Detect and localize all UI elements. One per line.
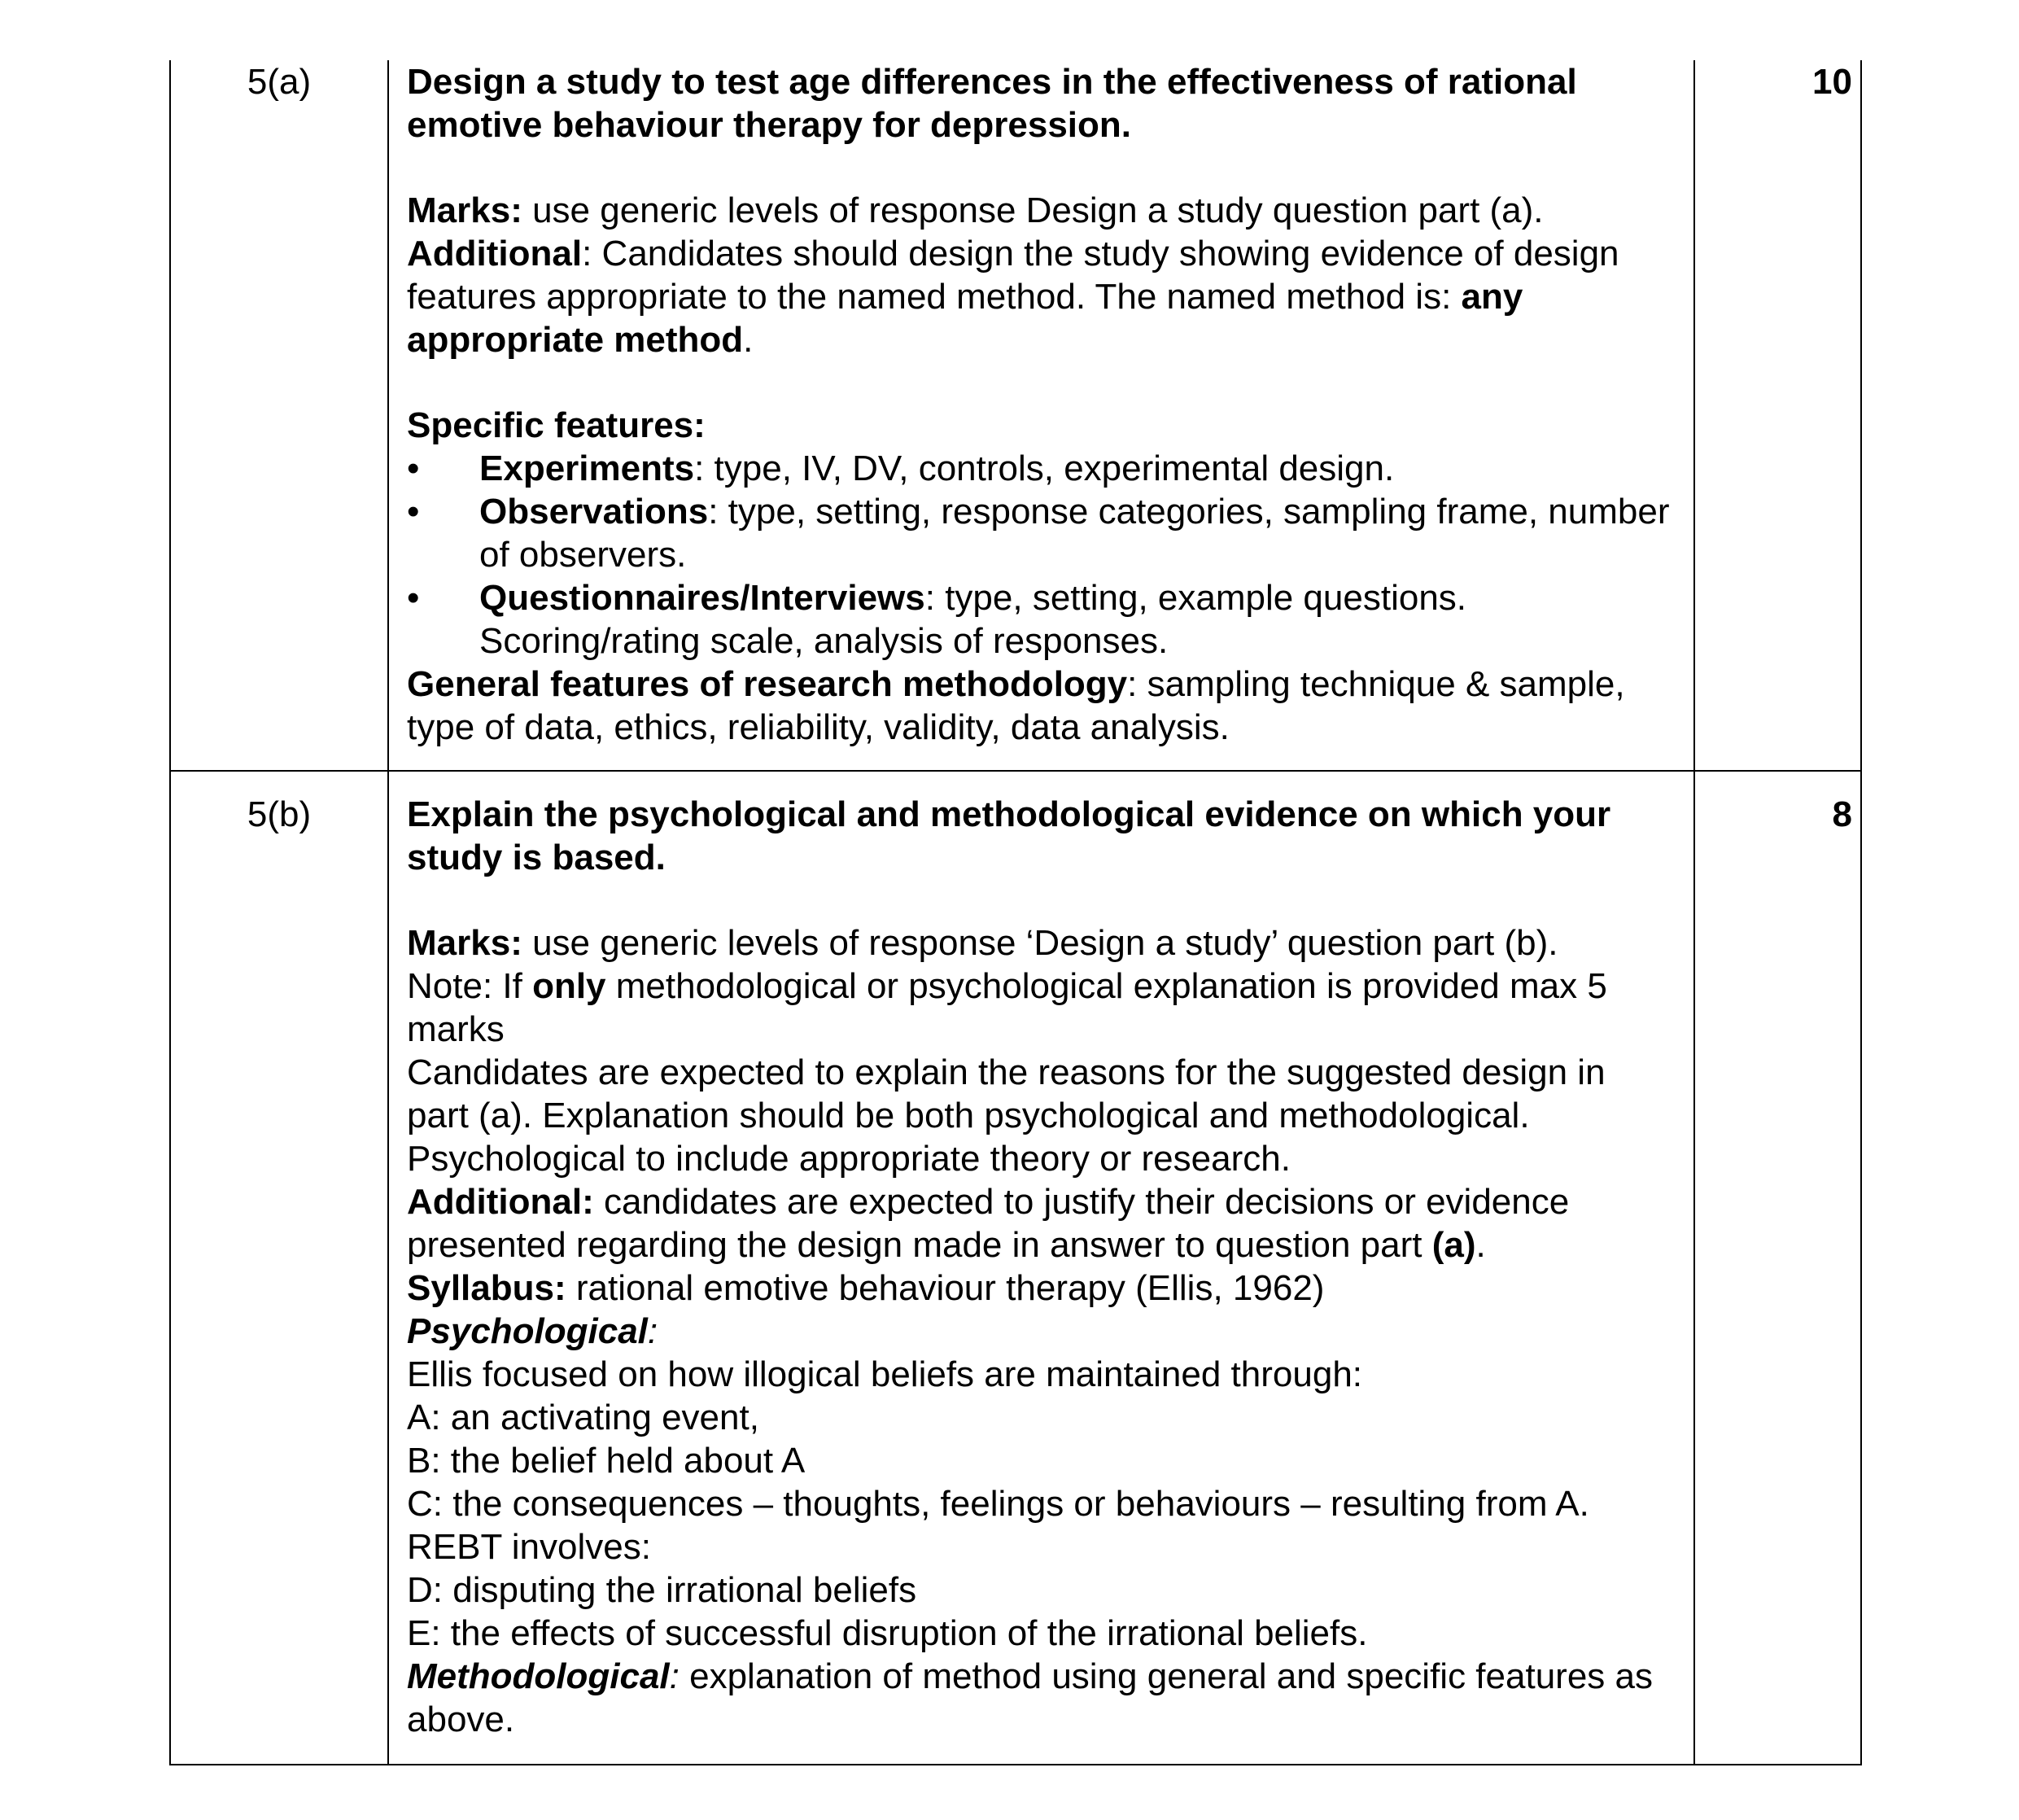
text-line: E: the effects of successful disruption of the irrational beliefs.	[407, 1613, 1368, 1653]
question-row-5a	[170, 60, 1861, 771]
methodological-label: Methodological	[407, 1656, 670, 1696]
additional-note	[407, 1180, 1676, 1267]
bullet-icon: •	[407, 492, 420, 532]
question-number: 5(a)	[247, 62, 312, 102]
text-line: A: an activating event,	[407, 1398, 759, 1437]
question-text: Design a study to test age differences in the effectiveness of rational emotive behaviour therapy for depression.	[407, 62, 1577, 145]
bullet-icon: •	[407, 578, 420, 618]
methodological-colon: :	[669, 1656, 680, 1696]
marks-note-text: use generic levels of response Design a study question part (a).	[522, 190, 1544, 230]
general-text: : sampling technique & sample, type of data, ethics, reliability, validity, data analysis.	[407, 664, 1625, 747]
general-features	[407, 663, 1676, 749]
additional-text: : Candidates should design the study showing evidence of design features appropriate to the named method. The named method is:	[407, 234, 1619, 317]
max-marks-note	[407, 965, 1676, 1051]
note-prefix: Note: If	[407, 966, 533, 1006]
features-list	[407, 447, 1676, 663]
marks-note	[407, 921, 1676, 965]
question-row-5b	[170, 771, 1861, 1765]
psychological-heading	[407, 1310, 1676, 1353]
syllabus-label: Syllabus:	[407, 1268, 566, 1308]
marks-value: 8	[1832, 794, 1852, 834]
named-method: any appropriate method	[407, 277, 1523, 360]
syllabus-text: rational emotive behaviour therapy (Ellis, 1962)	[566, 1268, 1325, 1308]
additional-part: (a)	[1431, 1225, 1476, 1265]
feature-label: Experiments	[479, 448, 695, 488]
psychological-colon: :	[647, 1311, 658, 1351]
marks-cell	[1694, 771, 1861, 1765]
list-item	[407, 576, 1676, 663]
mark-scheme-table	[169, 60, 1862, 1765]
bullet-icon: •	[407, 448, 420, 488]
note-suffix: methodological or psychological explanation is provided max 5 marks	[407, 966, 1607, 1049]
marks-note-text: use generic levels of response ‘Design a study’ question part (b).	[522, 923, 1558, 963]
question-text: Explain the psychological and methodological evidence on which your study is based.	[407, 794, 1611, 877]
text-line: D: disputing the irrational beliefs	[407, 1570, 917, 1610]
candidates-text: Candidates are expected to explain the reasons for the suggested design in part (a). Explanation should be both psychological and methodological. Psychological to include appropriate theory or research.	[407, 1052, 1606, 1179]
list-item	[407, 490, 1676, 576]
list-item	[407, 447, 1676, 490]
methodological-note	[407, 1655, 1676, 1741]
feature-text: : type, IV, DV, controls, experimental design.	[694, 448, 1395, 488]
text-line: B: the belief held about A	[407, 1441, 806, 1481]
marks-label: Marks:	[407, 923, 522, 963]
marks-value: 10	[1812, 62, 1852, 102]
feature-text: : type, setting, response categories, sampling frame, number of observers.	[479, 492, 1670, 575]
answer-cell	[388, 771, 1694, 1765]
additional-note	[407, 232, 1676, 361]
text-line: REBT involves:	[407, 1527, 651, 1567]
question-number-cell	[170, 771, 388, 1765]
marks-label: Marks:	[407, 190, 522, 230]
feature-label: Observations	[479, 492, 709, 532]
psychological-label: Psychological	[407, 1311, 648, 1351]
question-number-cell	[170, 60, 388, 771]
marks-note	[407, 189, 1676, 232]
methodological-text: explanation of method using general and specific features as above.	[407, 1656, 1653, 1739]
general-label: General features of research methodology	[407, 664, 1128, 704]
answer-cell	[388, 60, 1694, 771]
additional-end: .	[1475, 1225, 1486, 1265]
additional-label: Additional	[407, 234, 583, 273]
additional-label: Additional:	[407, 1182, 594, 1222]
question-number: 5(b)	[247, 794, 312, 834]
specific-features-heading: Specific features:	[407, 405, 706, 445]
text-line: Ellis focused on how illogical beliefs are maintained through:	[407, 1354, 1363, 1394]
syllabus-note	[407, 1267, 1676, 1310]
additional-text: candidates are expected to justify their decisions or evidence presented regarding the design made in answer to question part	[407, 1182, 1570, 1265]
note-bold: only	[532, 966, 606, 1006]
feature-label: Questionnaires/Interviews	[479, 578, 925, 618]
named-method-end: .	[743, 320, 754, 360]
marks-cell	[1694, 60, 1861, 771]
text-line: C: the consequences – thoughts, feelings or behaviours – resulting from A.	[407, 1484, 1589, 1524]
feature-text: : type, setting, example questions. Scoring/rating scale, analysis of responses.	[479, 578, 1467, 661]
